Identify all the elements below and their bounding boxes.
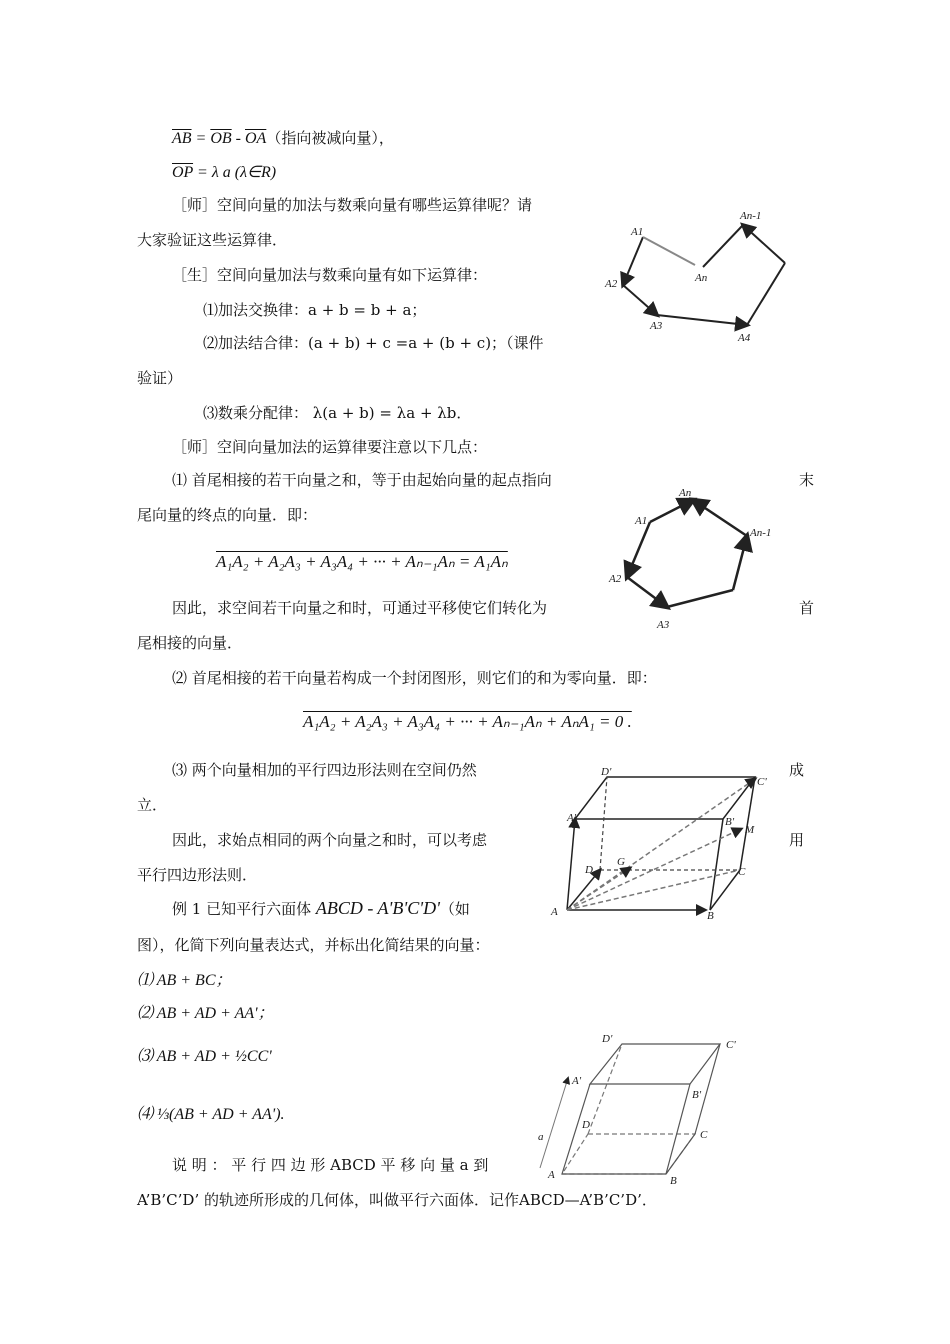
- teacher-question-1: ［师］空间向量的加法与数乘向量有哪些运算律呢？请: [172, 196, 533, 214]
- point-1-cont: 尾向量的终点的向量．即：: [137, 506, 318, 524]
- label-c: C: [700, 1129, 708, 1141]
- edge-dd1: [588, 1044, 622, 1134]
- point-2-end: 首: [798, 599, 814, 617]
- sum-formula: A₁A₂ + A₂A₃ + A₃A₄ + ··· + Aₙ₋₁Aₙ = A₁Aₙ: [216, 552, 508, 571]
- edge-bc: [666, 1134, 695, 1174]
- edge-an1-an: [693, 500, 747, 536]
- example-1: [172, 898, 470, 919]
- vec-oa: $\overline{OA}$: [245, 130, 267, 147]
- point-4-cont: 立．: [137, 796, 168, 814]
- label-a1: A1: [631, 226, 644, 238]
- op-rhs: = λ a (λ∈R): [193, 164, 277, 181]
- minus: -: [231, 130, 245, 147]
- point-5-end: 用: [788, 831, 804, 849]
- example-1-math: ABCD - A'B'C'D': [315, 898, 440, 918]
- note-cont: A’B’C’D’ 的轨迹所形成的几何体，叫做平行六面体．记作ABCD—A’B’C’D’．: [137, 1191, 657, 1209]
- law-2: ⑵加法结合律：(a + b) + c =a + (b + c)；（课件: [203, 334, 544, 352]
- label-b: B: [670, 1175, 677, 1187]
- label-c1: C': [726, 1039, 736, 1051]
- figure-open-polygon: [595, 205, 795, 345]
- label-a1: A1: [635, 515, 648, 527]
- eq: =: [191, 130, 211, 147]
- label-a3: A3: [657, 619, 670, 631]
- edge-a3-a4: [667, 590, 733, 607]
- closed-formula: A₁A₂ + A₂A₃ + A₃A₄ + ··· + Aₙ₋₁Aₙ + AₙA₁ = 0 .: [303, 712, 632, 731]
- diag-ag: [567, 868, 630, 910]
- edge-a2-a3: [623, 285, 657, 315]
- label-a4: A4: [738, 332, 751, 344]
- edge-a1-a2: [623, 237, 643, 285]
- edge-top-an: [703, 225, 743, 267]
- label-c: C: [738, 866, 746, 878]
- law-3: ⑶数乘分配律： λ(a + b) = λa + λb．: [203, 404, 472, 422]
- label-d: D: [585, 864, 593, 876]
- item-1: ⑴ AB + BC；: [137, 972, 232, 989]
- edge-a4-an1: [733, 536, 747, 590]
- figure-closed-polygon: [605, 482, 795, 632]
- label-a1: A': [572, 1075, 582, 1087]
- label-b1: B': [692, 1089, 702, 1101]
- label-d1: D': [601, 766, 612, 778]
- label-d: D: [582, 1119, 590, 1131]
- point-4-text: ⑶ 两个向量相加的平行四边形法则在空间仍然: [172, 761, 477, 779]
- law-2-cont: 验证）: [137, 369, 183, 387]
- example-1-text: 例 1 已知平行六面体: [172, 900, 316, 918]
- vec-op: $\overline{OP}$: [172, 164, 194, 181]
- formula-ab: [172, 128, 394, 149]
- edge-aa1: [567, 819, 575, 910]
- ab-note: （指向被减向量），: [266, 129, 394, 147]
- label-a: A: [548, 1169, 555, 1181]
- point-2-cont: 尾相接的向量．: [137, 634, 243, 652]
- item-3: ⑶ AB + AD + ½CC': [137, 1048, 272, 1065]
- label-a1: A': [567, 812, 577, 824]
- label-vec: a: [538, 1131, 544, 1143]
- example-1-cont: 图），化简下列向量表达式，并标出化简结果的向量：: [137, 936, 490, 954]
- student-answer: ［生］空间向量加法与数乘向量有如下运算律：: [172, 266, 488, 284]
- point-3: ⑵ 首尾相接的若干向量若构成一个封闭图形，则它们的和为零向量．即：: [172, 669, 657, 687]
- point-4-end: 成: [788, 761, 804, 779]
- formula-op: [172, 162, 276, 183]
- edge-a1-an: [650, 500, 693, 522]
- edge-an1-top: [743, 225, 785, 263]
- label-an1: An-1: [740, 210, 762, 222]
- point-1-end: 末: [798, 471, 814, 489]
- vec-ab: $\overline{AB}$: [172, 130, 192, 147]
- label-an1: An-1: [750, 527, 772, 539]
- edge-dd1: [600, 777, 607, 870]
- law-1: ⑴加法交换律：a + b = b + a；: [203, 301, 427, 319]
- point-2-text: 因此，求空间若干向量之和时，可通过平移使它们转化为: [172, 599, 548, 617]
- teacher-question-1-cont: 大家验证这些运算律．: [137, 231, 288, 249]
- example-1-tail: （如: [439, 900, 470, 918]
- edge-a1-a2: [627, 522, 650, 577]
- label-m: M: [745, 824, 755, 836]
- edge-a4-an1: [747, 263, 785, 325]
- point-5-text: 因此，求始点相同的两个向量之和时，可以考虑: [172, 831, 488, 849]
- translation-vector: [540, 1078, 568, 1168]
- label-an: An: [679, 487, 692, 499]
- label-a: A: [551, 906, 558, 918]
- label-an: An: [695, 272, 708, 284]
- teacher-question-2: ［师］空间向量加法的运算律要注意以下几点：: [172, 438, 488, 456]
- label-d1: D': [602, 1033, 613, 1045]
- figure-parallelepiped-translation: [530, 1028, 755, 1188]
- label-g: G: [617, 856, 625, 868]
- point-1-text: ⑴ 首尾相接的若干向量之和，等于由起始向量的起点指向: [172, 471, 552, 489]
- label-a2: A2: [605, 278, 618, 290]
- figure-parallelepiped-diagonals: [545, 765, 780, 925]
- label-c1: C': [757, 776, 767, 788]
- label-b: B: [707, 910, 714, 922]
- label-a3: A3: [650, 320, 663, 332]
- item-2: ⑵ AB + AD + AA'；: [137, 1005, 274, 1022]
- edge-a3-a4: [657, 315, 747, 325]
- vec-ob: $\overline{OB}$: [210, 130, 232, 147]
- point-5-cont: 平行四边形法则．: [137, 866, 258, 884]
- note: 说 明 ： 平 行 四 边 形 ABCD 平 移 向 量 a 到: [172, 1156, 489, 1174]
- label-a2: A2: [609, 573, 622, 585]
- item-4: ⑷ ⅓(AB + AD + AA').: [137, 1106, 285, 1123]
- edge-a2-a3: [627, 577, 667, 607]
- edge-a1-an: [643, 237, 695, 265]
- edge-bb1: [666, 1084, 690, 1174]
- label-b1: B': [725, 816, 735, 828]
